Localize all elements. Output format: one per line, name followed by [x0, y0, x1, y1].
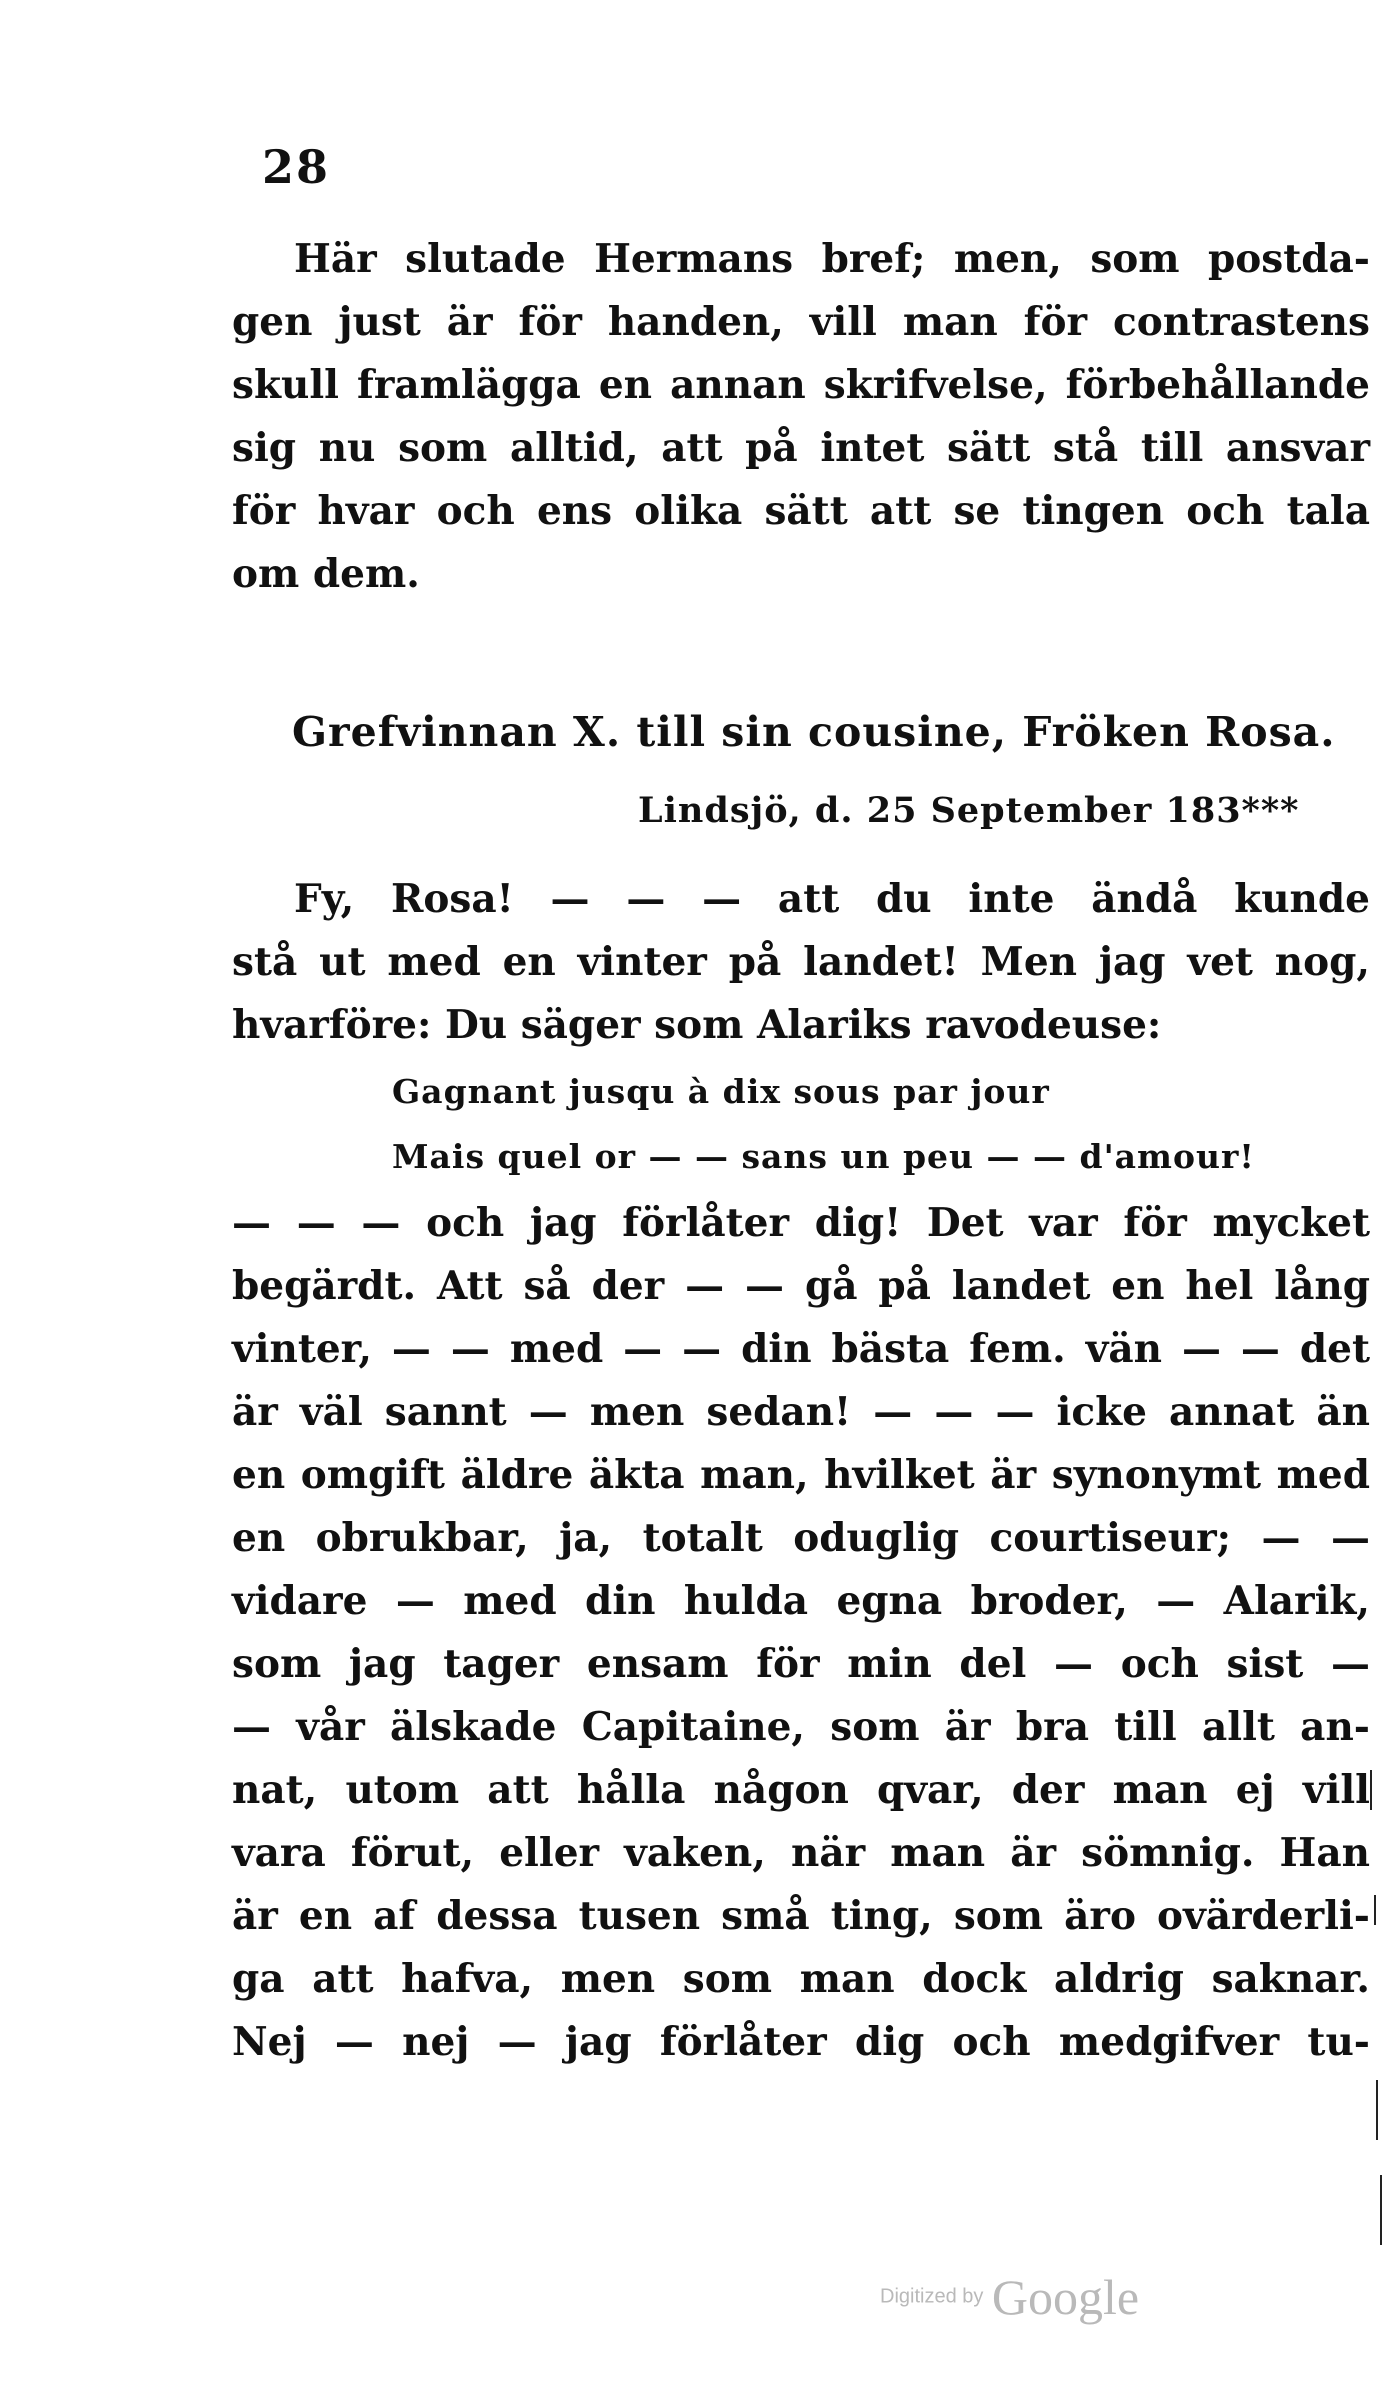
page-edge-mark [1376, 2080, 1378, 2140]
text-line: en obrukbar, ja, totalt oduglig courtiseur; — — [232, 1515, 1370, 1561]
text-line: vinter, — — med — — din bästa fem. vän — — det [232, 1326, 1370, 1372]
letter-dateline: Lindsjö, d. 25 September 183*** [638, 790, 1300, 831]
letter-heading: Grefvinnan X. till sin cousine, Fröken Rosa. [292, 708, 1336, 756]
text-line: Nej — nej — jag förlåter dig och medgifver tu- [232, 2019, 1370, 2065]
text-line: för hvar och ens olika sätt att se tingen och tala [232, 488, 1370, 534]
text-line: — vår älskade Capitaine, som är bra till allt an- [232, 1704, 1370, 1750]
google-logo: Google [991, 2269, 1140, 2325]
text-line: vidare — med din hulda egna broder, — Alarik, [232, 1578, 1370, 1624]
text-line: är en af dessa tusen små ting, som äro ovärderli- [232, 1893, 1370, 1939]
text-line: Här slutade Hermans bref; men, som postda- [294, 236, 1370, 282]
page-edge-mark [1374, 1895, 1376, 1925]
text-line: begärdt. Att så der — — gå på landet en hel lång [232, 1263, 1370, 1309]
digitized-watermark [880, 2268, 1139, 2326]
text-line: som jag tager ensam för min del — och sist — [232, 1641, 1370, 1687]
text-line: sig nu som alltid, att på intet sätt stå till ansvar [232, 425, 1370, 471]
text-line: ga att hafva, men som man dock aldrig saknar. [232, 1956, 1370, 2002]
text-line: nat, utom att hålla någon qvar, der man ej vill [232, 1767, 1370, 1813]
text-line: stå ut med en vinter på landet! Men jag vet nog, [232, 939, 1370, 985]
text-line: gen just är för handen, vill man för contrastens [232, 299, 1370, 345]
text-line: Fy, Rosa! — — — att du inte ändå kunde [294, 876, 1370, 922]
page-edge-mark [1370, 1770, 1372, 1810]
verse-line: Mais quel or — — sans un peu — — d'amour! [392, 1137, 1255, 1176]
page-number: 28 [262, 140, 331, 194]
text-line: om dem. [232, 551, 420, 597]
watermark-prefix: Digitized by [880, 2285, 984, 2308]
text-line: — — — och jag förlåter dig! Det var för mycket [232, 1200, 1370, 1246]
paragraph-letter-opening [232, 868, 1370, 1057]
text-line: hvarföre: Du säger som Alariks ravodeuse: [232, 1002, 1162, 1048]
text-line: vara förut, eller vaken, när man är sömnig. Han [232, 1830, 1370, 1876]
text-line: en omgift äldre äkta man, hvilket är synonymt med [232, 1452, 1370, 1498]
page-edge-mark [1380, 2175, 1382, 2245]
verse-line: Gagnant jusqu à dix sous par jour [392, 1072, 1050, 1111]
paragraph-letter-body [232, 1192, 1370, 2074]
text-line: är väl sannt — men sedan! — — — icke annat än [232, 1389, 1370, 1435]
text-line: skull framlägga en annan skrifvelse, förbehållande [232, 362, 1370, 408]
paragraph-intro [232, 228, 1370, 606]
